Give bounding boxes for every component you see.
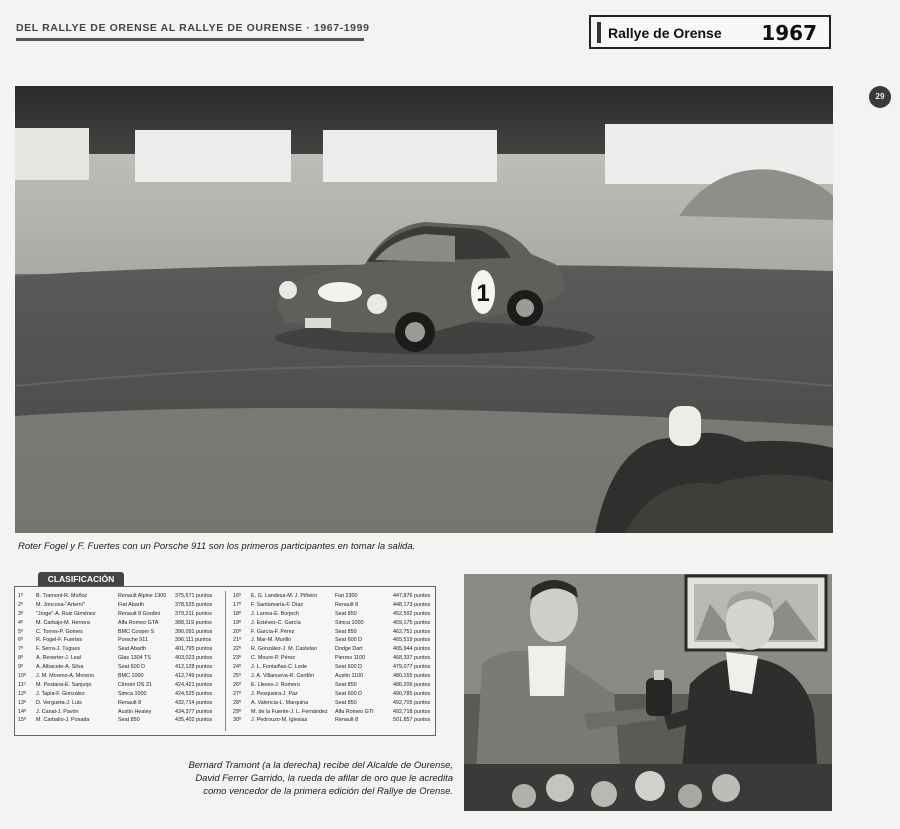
- classification-car: Seat 850: [335, 699, 357, 706]
- classification-points: 490,785 puntos: [393, 690, 431, 697]
- classification-position: 9º: [18, 664, 23, 671]
- classification-crew: J. Mar-M. Murillo: [251, 637, 292, 644]
- classification-car: Dodge Dart: [335, 646, 363, 653]
- classification-car: Alfa Romeo GTI: [335, 708, 374, 715]
- award-caption-line: David Ferrer Garrido, la rueda de afilar de oro que le acredita: [195, 773, 453, 784]
- classification-car: Seat 600 D: [335, 637, 362, 644]
- award-caption-line: como vencedor de la primera edición del Rallye de Orense.: [203, 786, 453, 797]
- classification-position: 23º: [233, 655, 241, 662]
- classification-points: 390,091 puntos: [175, 628, 213, 635]
- classification-points: 435,402 puntos: [175, 717, 213, 724]
- classification-car: Renault 8: [335, 601, 359, 608]
- classification-position: 8º: [18, 655, 23, 662]
- car-number: 1: [476, 280, 490, 307]
- classification-points: 492,718 puntos: [393, 708, 431, 715]
- classification-position: 13º: [18, 699, 26, 706]
- classification-crew: J. Pesqueira-J. Paz: [251, 690, 298, 697]
- classification-points: 459,175 puntos: [393, 619, 431, 626]
- classification-crew: R. Fogel-F. Fuertes: [36, 637, 83, 644]
- classification-car: Simca 1000: [335, 619, 364, 626]
- classification-position: 4º: [18, 619, 23, 626]
- classification-crew: D. Vergueta-J. Luis: [36, 699, 82, 706]
- classification-points: 375,571 puntos: [175, 593, 213, 599]
- classification-crew: M. Pestana-E. Sanjurjo: [36, 681, 92, 688]
- classification-position: 7º: [18, 646, 23, 653]
- classification-position: 6º: [18, 637, 23, 644]
- rally-title-box: [589, 15, 831, 49]
- classification-car: Porsche 911: [118, 637, 148, 644]
- classification-car: Glas 1304 TS: [118, 655, 151, 662]
- classification-car: Renault 8: [335, 717, 359, 724]
- classification-position: 1º: [18, 593, 23, 599]
- classification-crew: J. Pedrouzo-M. Iglesias: [251, 717, 308, 724]
- header-rule: [16, 38, 364, 41]
- rally-year: 1967: [761, 21, 817, 45]
- main-rally-photo: [15, 86, 833, 533]
- title-marker: [597, 22, 601, 43]
- classification-points: 465,944 puntos: [393, 646, 431, 653]
- classification-car: Seat 850: [335, 628, 357, 635]
- classification-car: Seat 600 D: [335, 690, 362, 697]
- classification-crew: E. G. Landesa-M. J. Piñeiro: [251, 593, 318, 599]
- award-caption-line: Bernard Tramont (a la derecha) recibe del Alcalde de Ourense,: [188, 760, 453, 771]
- classification-position: 25º: [233, 673, 241, 680]
- classification-points: 432,714 puntos: [175, 699, 213, 706]
- classification-points: 448,173 puntos: [393, 601, 431, 608]
- classification-table: [14, 586, 436, 736]
- classification-position: 30º: [233, 717, 241, 724]
- classification-car: BMC 1000: [118, 673, 144, 680]
- classification-points: 412,128 puntos: [175, 664, 213, 671]
- classification-points: 465,519 puntos: [393, 637, 431, 644]
- page-number-badge: 29: [869, 86, 891, 108]
- classification-position: 17º: [233, 601, 241, 608]
- classification-position: 2º: [18, 601, 23, 608]
- classification-crew: C. Torres-P. Gomes: [36, 628, 83, 635]
- classification-crew: J. A. Villanueva-R. Cerdón: [251, 673, 315, 680]
- classification-car: Seat 850: [335, 610, 357, 617]
- award-photo-caption: [185, 759, 453, 798]
- classification-car: Fiat Abarth: [118, 601, 145, 608]
- classification-crew: A. Albacete-A. Silva: [36, 664, 84, 671]
- classification-position: 28º: [233, 699, 241, 706]
- classification-points: 401,795 puntos: [175, 646, 213, 653]
- award-ceremony-photo: [464, 574, 832, 811]
- classification-points: 388,119 puntos: [175, 619, 212, 626]
- classification-position: 5º: [18, 628, 23, 635]
- classification-points: 424,421 puntos: [175, 681, 213, 688]
- classification-crew: J. L. Fontaiñas-C. Lede: [251, 664, 308, 671]
- classification-car: Simca 1000: [118, 690, 147, 697]
- classification-crew: A. Reverter-J. Leal: [36, 655, 81, 662]
- classification-points: 403,023 puntos: [175, 655, 213, 662]
- classification-points: 379,211 puntos: [175, 610, 212, 617]
- classification-position: 3º: [18, 610, 23, 617]
- classification-crew: B. Tramont-R. Muñoz: [36, 593, 88, 599]
- classification-car: Renault 8: [118, 699, 142, 706]
- classification-points: 424,525 puntos: [175, 690, 213, 697]
- classification-car: Renault 8 Gordini: [118, 610, 160, 617]
- classification-position: 16º: [233, 593, 241, 599]
- classification-crew: J. Estévez-C. García: [251, 619, 301, 626]
- classification-points: 468,337 puntos: [393, 655, 431, 662]
- classification-crew: A. Valencia-L. Marquina: [251, 699, 309, 706]
- classification-crew: J. Tapia-F. González: [36, 690, 85, 697]
- classification-position: 20º: [233, 628, 241, 635]
- classification-crew: J. Canal-J. Pavón: [36, 708, 79, 715]
- classification-position: 29º: [233, 708, 241, 715]
- classification-points: 378,525 puntos: [175, 601, 213, 608]
- classification-points: 452,592 puntos: [393, 610, 431, 617]
- classification-crew: E. Lleves-J. Romero: [251, 681, 300, 688]
- section-header: DEL RALLYE DE ORENSE AL RALLYE DE OURENSE · 1967-1999: [16, 22, 370, 34]
- classification-position: 14º: [18, 708, 26, 715]
- classification-position: 15º: [18, 717, 26, 724]
- classification-points: 486,206 puntos: [393, 681, 431, 688]
- classification-position: 22º: [233, 646, 241, 653]
- classification-crew: F. García-F. Pérez: [251, 628, 295, 635]
- classification-position: 11º: [18, 681, 26, 688]
- classification-points: 462,751 puntos: [393, 628, 431, 635]
- classification-position: 27º: [233, 690, 241, 697]
- classification-points: 501,857 puntos: [393, 717, 431, 724]
- classification-crew: J. M. Moreno-A. Moreno: [36, 673, 95, 680]
- classification-car: Seat 600 D: [118, 664, 145, 671]
- classification-position: 24º: [233, 664, 241, 671]
- classification-crew: F. Santamaría-F. Díaz: [251, 601, 304, 608]
- classification-crew: F. Serra-J. Tugues: [36, 646, 81, 653]
- classification-car: Citroën DS 21: [118, 681, 152, 688]
- classification-car: Alfa Romeo GTA: [118, 619, 159, 626]
- classification-points: 447,876 puntos: [393, 593, 431, 599]
- classification-car: Austin Healey: [118, 708, 152, 715]
- classification-car: Seat 850: [335, 681, 357, 688]
- classification-car: Seat 600 D: [335, 664, 362, 671]
- classification-crew: M. Carbajo-M. Herrera: [36, 619, 90, 626]
- classification-points: 434,377 puntos: [175, 708, 213, 715]
- classification-crew: M. Joncosa-"Artemi": [36, 601, 85, 608]
- classification-crew: M. Carballo-J. Posada: [36, 717, 90, 724]
- rally-name: Rallye de Orense: [608, 25, 722, 41]
- classification-position: 12º: [18, 690, 26, 697]
- classification-position: 26º: [233, 681, 241, 688]
- classification-car: Seat 850: [118, 717, 140, 724]
- classification-crew: C. Moure-P. Pérez: [251, 655, 295, 662]
- table-divider: [225, 591, 226, 731]
- classification-car: Austin 1100: [335, 673, 364, 680]
- classification-points: 412,749 puntos: [175, 673, 213, 680]
- classification-car: Renault Alpine 1300: [118, 593, 167, 599]
- classification-car: BMC Cooper S: [118, 628, 155, 635]
- classification-points: 396,111 puntos: [175, 637, 212, 644]
- classification-car: Seat Abarth: [118, 646, 147, 653]
- classification-position: 19º: [233, 619, 241, 626]
- classification-points: 479,077 puntos: [393, 664, 431, 671]
- main-photo-caption: Roter Fogel y F. Fuertes con un Porsche 911 son los primeros participantes en tomar la salida.: [18, 541, 416, 552]
- classification-position: 18º: [233, 610, 241, 617]
- classification-crew: R. González-J. M. Castelao: [251, 646, 317, 653]
- classification-crew: "Jorge"-A. Ruiz Giménez: [36, 610, 96, 617]
- classification-crew: J. Larrea-E. Borjech: [251, 610, 299, 617]
- classification-points: 492,705 puntos: [393, 699, 431, 706]
- classification-crew: M. de la Fuente-J. L. Fernández: [251, 708, 328, 715]
- classification-position: 10º: [18, 673, 26, 680]
- classification-position: 21º: [233, 637, 241, 644]
- classification-car: Fiat 2300: [335, 593, 358, 599]
- classification-points: 480,155 puntos: [393, 673, 431, 680]
- classification-tab: CLASIFICACIÓN: [38, 572, 124, 587]
- classification-car: Pierres 1100: [335, 655, 366, 662]
